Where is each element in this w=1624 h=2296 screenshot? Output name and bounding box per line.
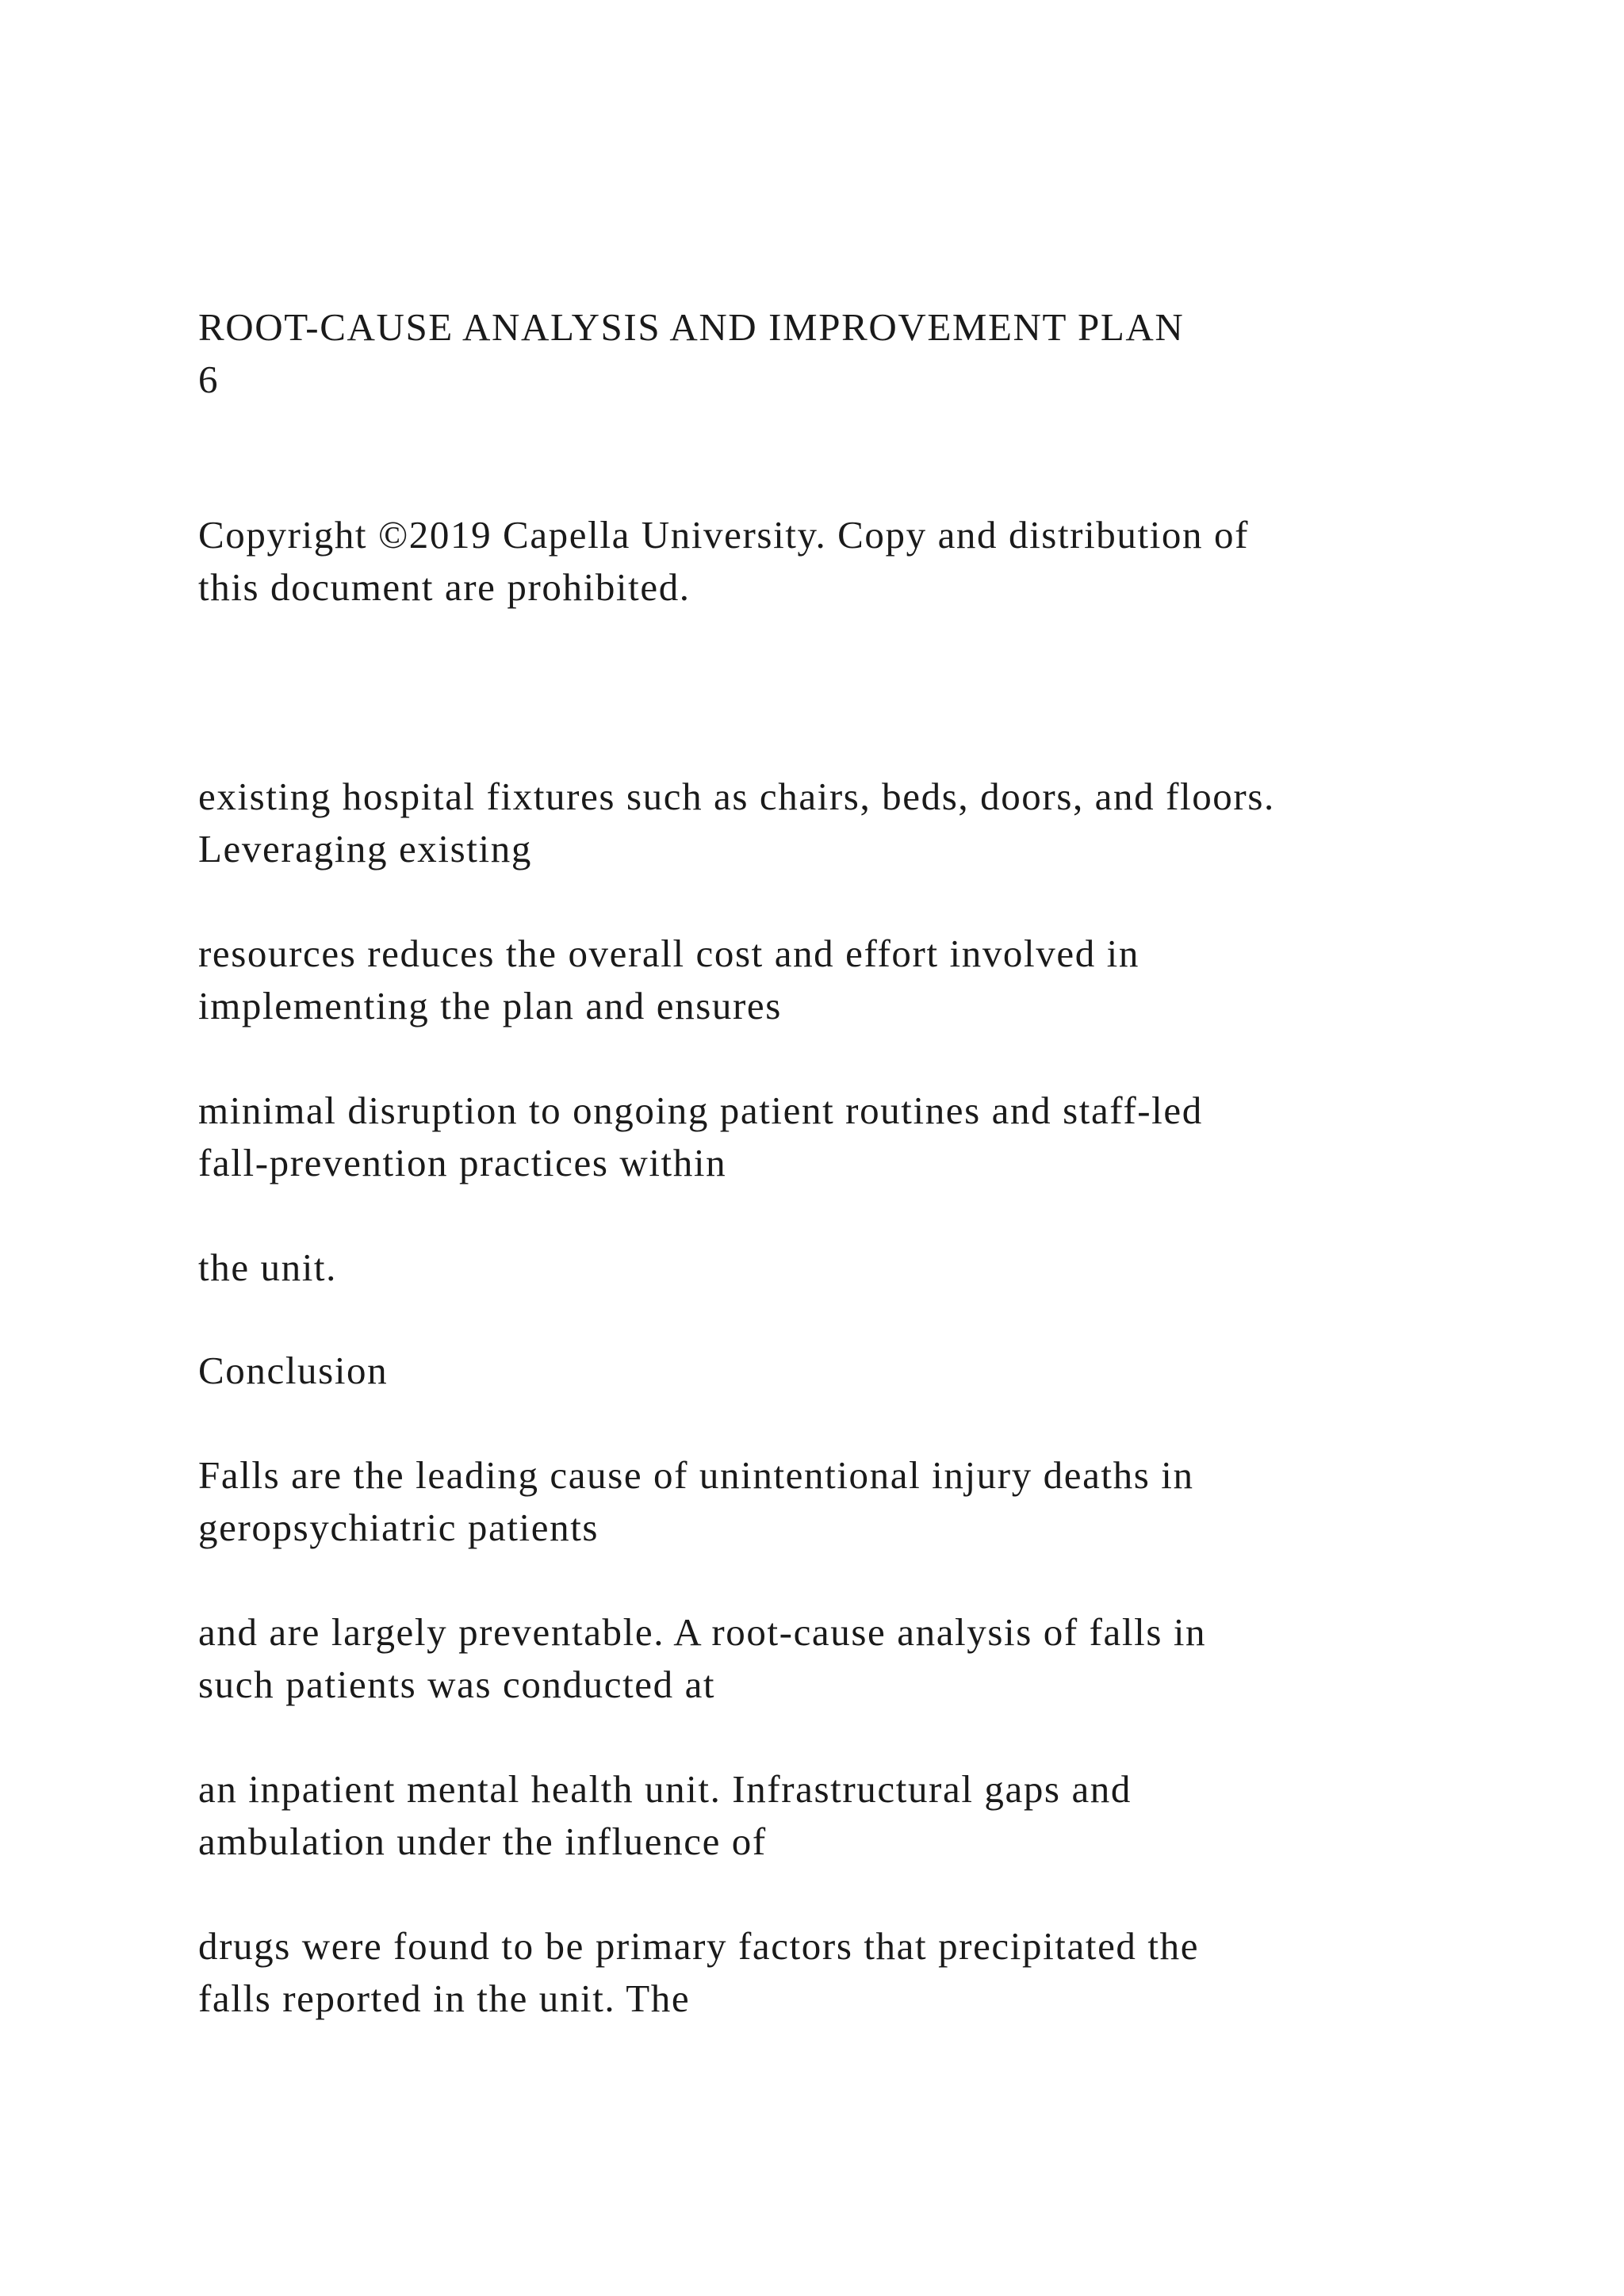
text-line: fall-prevention practices within xyxy=(198,1141,727,1184)
running-header-title: ROOT-CAUSE ANALYSIS AND IMPROVEMENT PLAN xyxy=(198,305,1185,349)
text-line: minimal disruption to ongoing patient routines and staff-led xyxy=(198,1089,1203,1132)
text-line: Leveraging existing xyxy=(198,827,532,871)
text-line: drugs were found to be primary factors that precipitated the xyxy=(198,1924,1200,1968)
body-paragraph xyxy=(198,771,1499,875)
body-paragraph xyxy=(198,928,1499,1032)
text-line: such patients was conducted at xyxy=(198,1663,716,1706)
text-line: existing hospital fixtures such as chairs, beds, doors, and floors. xyxy=(198,775,1275,818)
conclusion-paragraph xyxy=(198,1763,1499,1868)
text-line: the unit. xyxy=(198,1246,337,1289)
section-heading-text: Conclusion xyxy=(198,1349,389,1392)
text-line: falls reported in the unit. The xyxy=(198,1976,691,2020)
conclusion-paragraph xyxy=(198,1606,1499,1711)
section-heading xyxy=(198,1345,1499,1397)
running-header xyxy=(198,301,1499,406)
conclusion-paragraph xyxy=(198,1920,1499,2025)
text-line: implementing the plan and ensures xyxy=(198,984,782,1027)
copyright-notice xyxy=(198,509,1499,614)
body-paragraph xyxy=(198,1242,1499,1294)
body-paragraph xyxy=(198,1085,1499,1189)
text-line: geropsychiatric patients xyxy=(198,1506,599,1549)
page-number: 6 xyxy=(198,358,220,401)
text-line: an inpatient mental health unit. Infrastructural gaps and xyxy=(198,1767,1132,1811)
text-line: Falls are the leading cause of unintentional injury deaths in xyxy=(198,1453,1194,1497)
conclusion-paragraph xyxy=(198,1449,1499,1554)
text-line: resources reduces the overall cost and effort involved in xyxy=(198,932,1139,975)
text-line: ambulation under the influence of xyxy=(198,1820,767,1863)
text-line: and are largely preventable. A root-cause analysis of falls in xyxy=(198,1610,1207,1654)
copyright-line: this document are prohibited. xyxy=(198,565,691,609)
copyright-line: Copyright ©2019 Capella University. Copy and distribution of xyxy=(198,513,1249,557)
